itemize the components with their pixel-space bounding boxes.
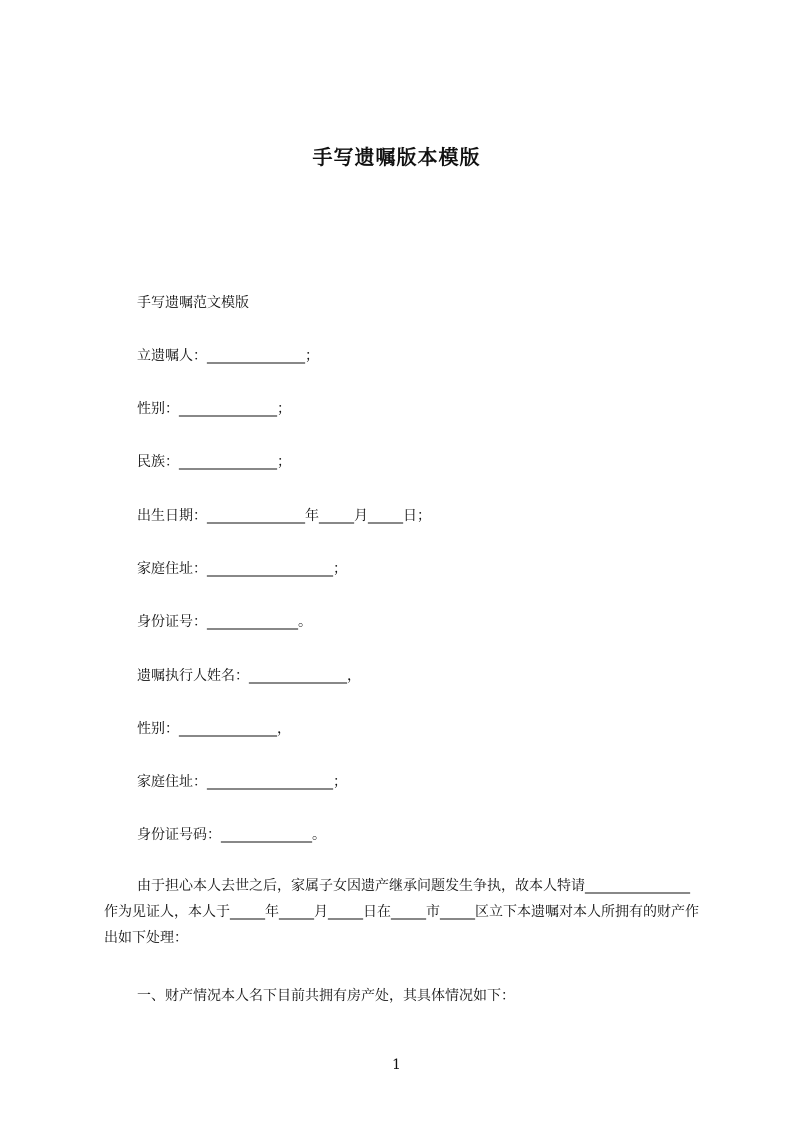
executor-name-line: 遗嘱执行人姓名：______________， — [137, 668, 361, 684]
testator-name-line: 立遗嘱人：______________； — [137, 348, 319, 364]
body-paragraph: 由于担心本人去世之后，家属子女因遗产继承问题发生争执，故本人特请_______________作为见证人，本人于_____年_____月_____日在_____市_____区立下本遗嘱对本人所拥有的财产作出如下处理： — [104, 878, 699, 946]
testator-gender-line: 性别：______________； — [137, 401, 291, 417]
subtitle-line: 手写遗嘱范文模版 — [137, 295, 249, 311]
document-title: 手写遗嘱版本模版 — [312, 145, 481, 169]
testator-address-line: 家庭住址：__________________； — [137, 561, 347, 577]
testator-id-line: 身份证号：_____________。 — [137, 614, 312, 630]
executor-gender-line: 性别：______________， — [137, 721, 291, 737]
section-heading-property: 一、财产情况本人名下目前共拥有房产处，其具体情况如下： — [137, 988, 515, 1004]
testator-birthdate-line: 出生日期：______________年_____月_____日； — [137, 508, 431, 524]
executor-id-line: 身份证号码：_____________。 — [137, 827, 326, 843]
page-number: 1 — [392, 1057, 401, 1073]
executor-address-line: 家庭住址：__________________； — [137, 774, 347, 790]
testator-ethnicity-line: 民族：______________； — [137, 454, 291, 470]
